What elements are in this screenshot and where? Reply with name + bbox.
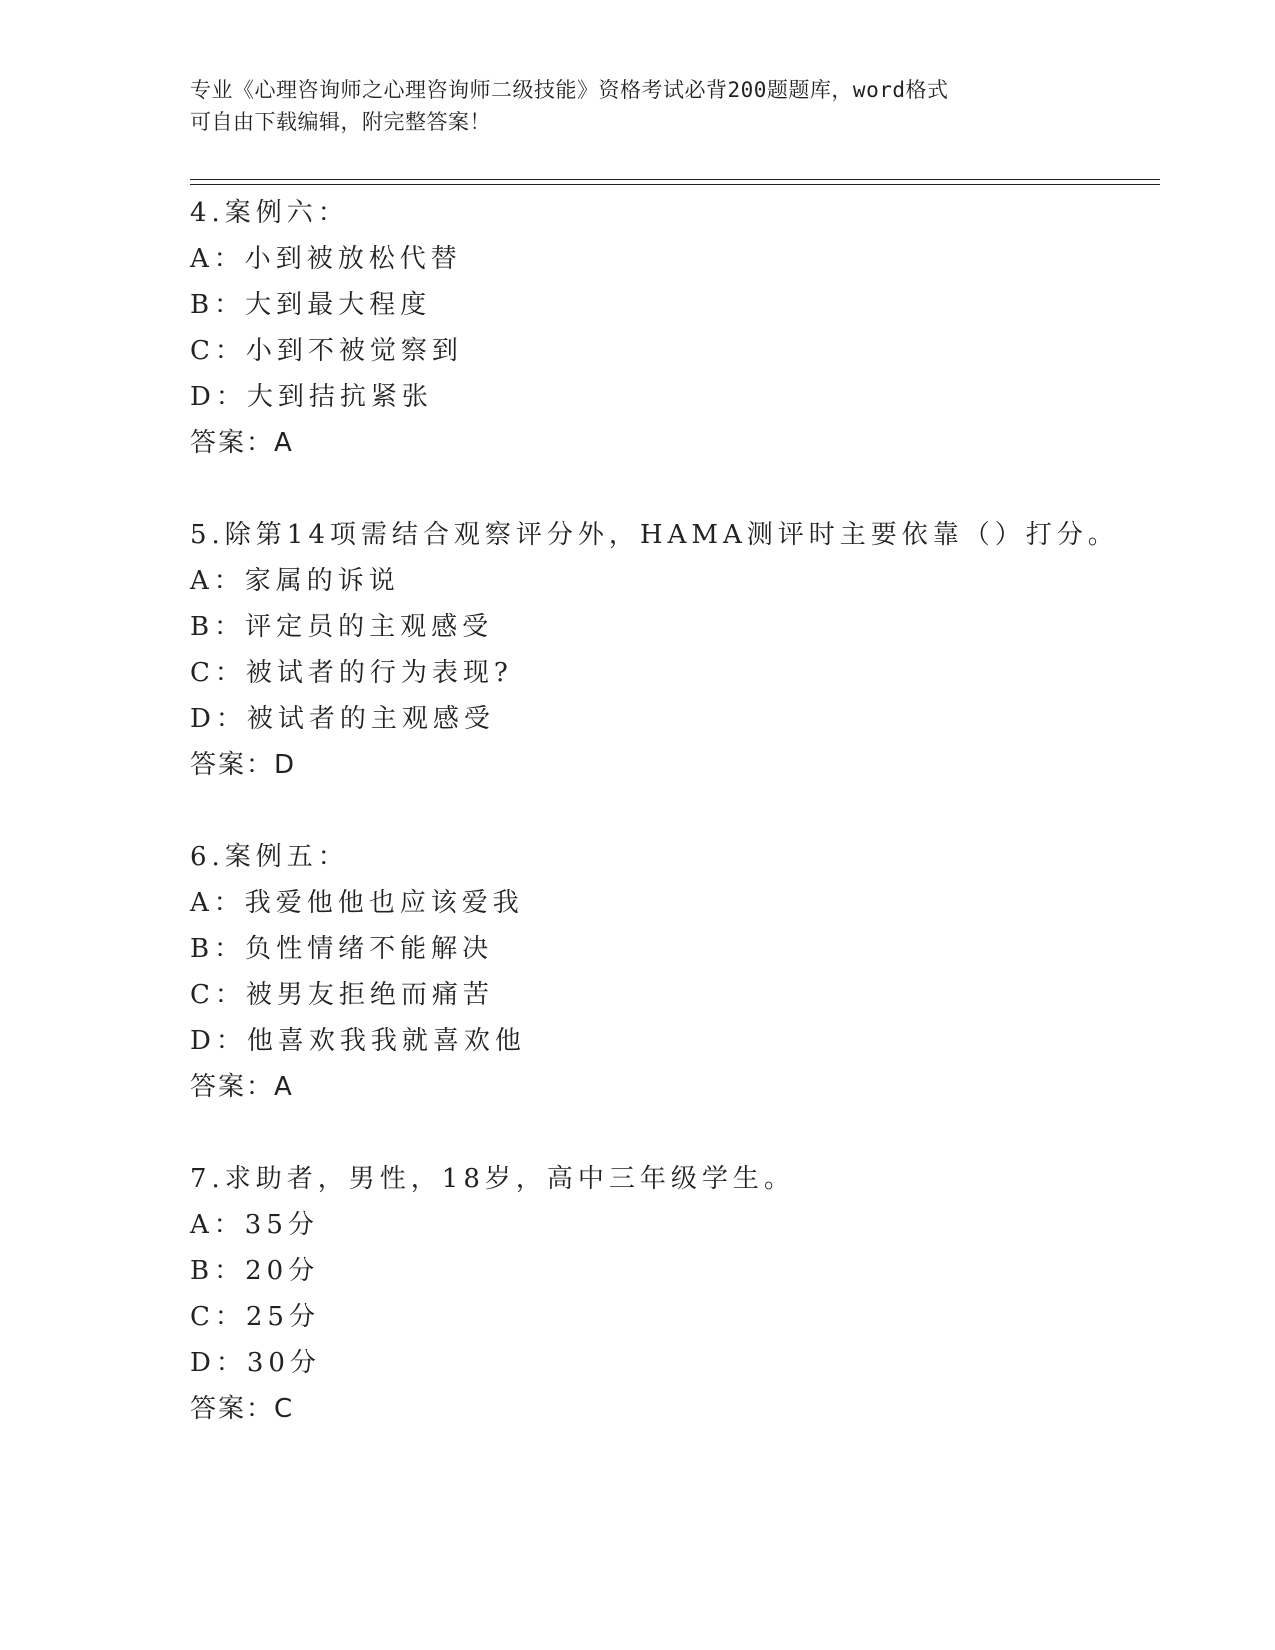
header-line-2: 可自由下载编辑，附完整答案！ [190,110,491,134]
question-stem: 7.求助者，男性，18岁，高中三年级学生。 [190,1164,795,1194]
option-a: A：我爱他他也应该爱我 [190,888,524,918]
option-d: D：大到拮抗紧张 [190,382,433,412]
option-d: D：被试者的主观感受 [190,704,495,734]
option-c: C：小到不被觉察到 [190,336,463,366]
question-7 [190,1156,1150,1432]
option-c: C：被试者的行为表现? [190,658,513,688]
question-stem: 5.除第14项需结合观察评分外，HAMA测评时主要依靠（）打分。 [190,520,1119,550]
question-stem: 4.案例六： [190,198,349,228]
option-b: B：评定员的主观感受 [190,612,494,642]
answer-label: 答案：D [190,750,297,780]
option-b: B：20分 [190,1256,320,1286]
question-4 [190,190,1150,466]
question-6 [190,834,1150,1110]
header-divider [190,179,1160,185]
header-line-1: 专业《心理咨询师之心理咨询师二级技能》资格考试必背200题题库，word格式 [190,78,949,102]
answer-label: 答案：A [190,428,294,458]
option-c: C：被男友拒绝而痛苦 [190,980,494,1010]
question-stem: 6.案例五： [190,842,349,872]
option-d: D：30分 [190,1348,321,1378]
question-5 [190,512,1150,788]
option-b: B：负性情绪不能解决 [190,934,494,964]
option-a: A：35分 [190,1210,319,1240]
option-c: C：25分 [190,1302,320,1332]
answer-label: 答案：C [190,1394,295,1424]
option-a: A：家属的诉说 [190,566,400,596]
document-header [190,74,1090,138]
option-a: A：小到被放松代替 [190,244,462,274]
option-b: B：大到最大程度 [190,290,432,320]
answer-label: 答案：A [190,1072,294,1102]
option-d: D：他喜欢我我就喜欢他 [190,1026,526,1056]
question-list [190,190,1150,1478]
